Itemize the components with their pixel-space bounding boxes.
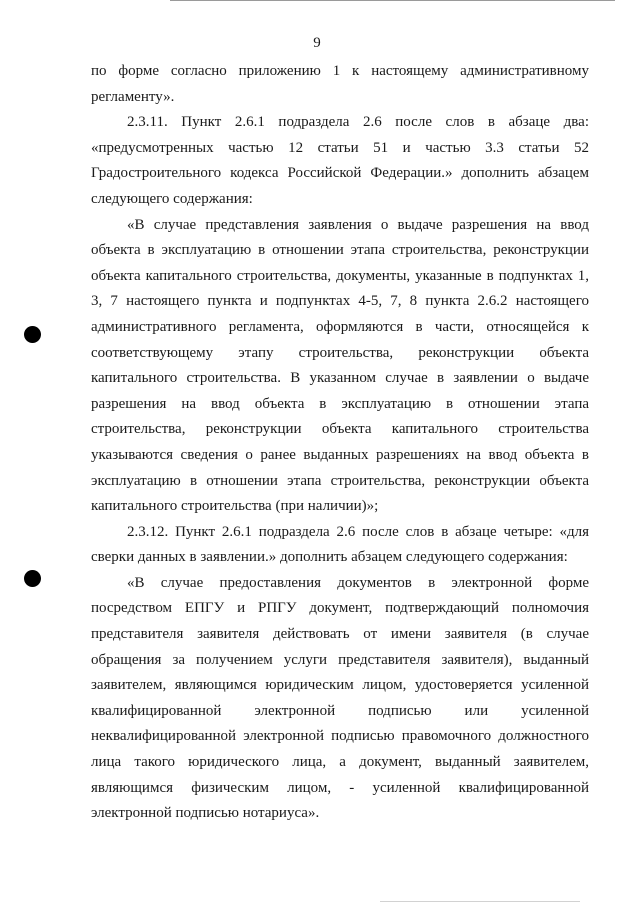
paragraph-item-2-3-12: 2.3.12. Пункт 2.6.1 подраздела 2.6 после слов в абзаце четыре: «для сверки данных в заявлении.» дополнить абзацем следующего содержания: <box>91 523 589 566</box>
paragraph-quoted-insert-2: «В случае предоставления документов в электронной форме посредством ЕПГУ и РПГУ документ, подтверждающий полномочия представителя заявителя действовать от имени заявителя (в случае обращения за получением услуги представителя заявителя), выданный заявителем, являющимся юридическим лицом, удостоверяется усиленной квалифицированной электронной подписью или усиленной неквалифицированной электронной подписью правомочного должностного лица такого юридического лица, а документ, выданный заявителем, являющимся физическим лицом, - усиленной квалифицированной электронной подписью нотариуса». <box>91 574 589 822</box>
punch-hole-mark-lower <box>24 570 41 587</box>
page-number: 9 <box>313 35 321 51</box>
scan-top-edge-line <box>170 0 615 1</box>
punch-hole-mark-upper <box>24 326 41 343</box>
paragraph-item-2-3-11: 2.3.11. Пункт 2.6.1 подраздела 2.6 после слов в абзаце два: «предусмотренных частью 12 статьи 51 и частью 3.3 статьи 52 Градостроительного кодекса Российской Федерации.» дополнить абзацем следующего содержания: <box>91 114 589 207</box>
paragraph-continuation: по форме согласно приложению 1 к настоящему административному регламенту». <box>91 63 589 105</box>
paragraph-quoted-insert-1: «В случае представления заявления о выдаче разрешения на ввод объекта в эксплуатацию в отношении этапа строительства, реконструкции объекта капитального строительства, документы, указанные в подпунктах 1, 3, 7 настоящего пункта и подпунктах 4-5, 7, 8 пункта 2.6.2 настоящего административного регламента, оформляются в части, относящейся к соответствующему этапу строительства, реконструкции объекта капитального строительства. В указанном случае в заявлении о выдаче разрешения на ввод объекта в эксплуатацию в отношении этапа строительства, реконструкции объекта капитального строительства указываются сведения о ранее выданных разрешениях на ввод объекта в эксплуатацию в отношении этапа строительства, реконструкции объекта капитального строительства (при наличии)»; <box>91 216 589 515</box>
scan-bottom-edge-line <box>380 901 580 902</box>
document-body <box>91 59 589 827</box>
